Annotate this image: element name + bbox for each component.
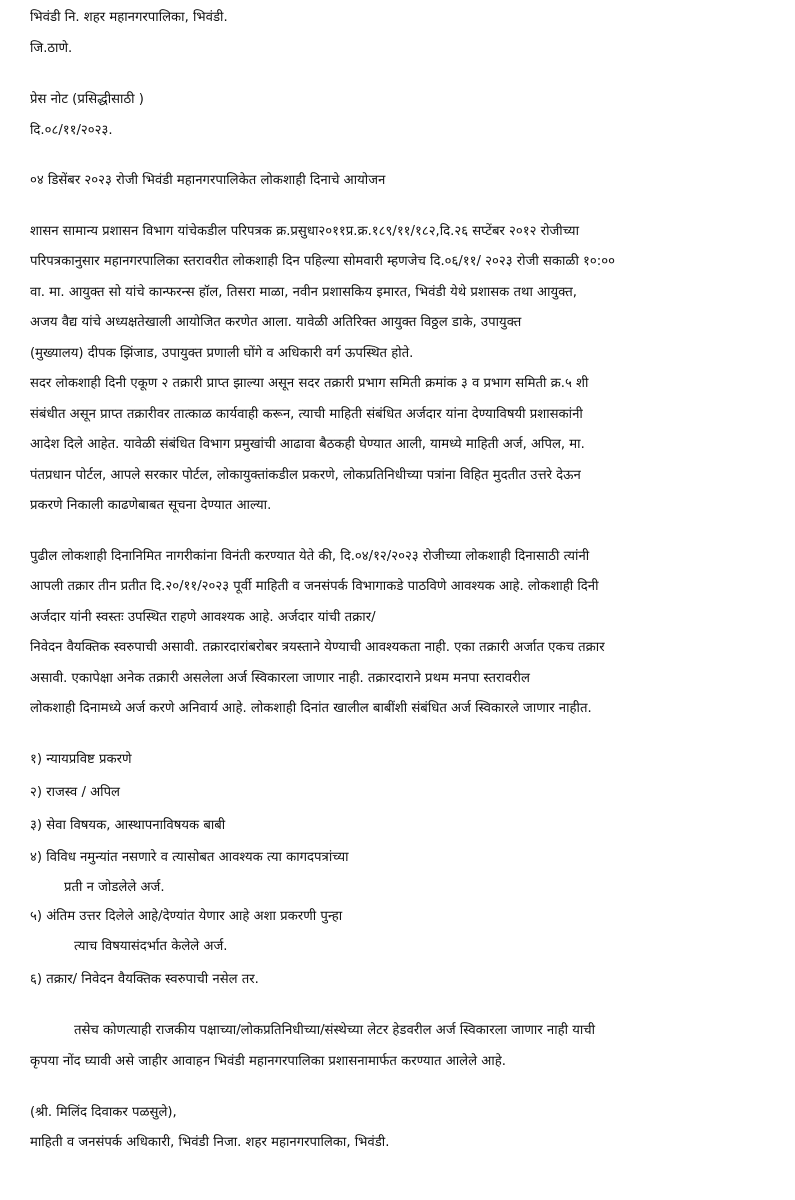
paragraph-line: शासन सामान्य प्रशासन विभाग यांचेकडील परिपत्रक क्र.प्रसुधा२०११प्र.क्र.१८९/११/१८२,दि.२६ सप्टेंबर २०१२ रोजीच्या	[30, 224, 579, 239]
paragraph-line: कृपया नोंद घ्यावी असे जाहीर आवाहन भिवंडी महानगरपालिका प्रशासनामार्फत करण्यात आलेले आहे.	[30, 1054, 506, 1069]
signatory-designation: माहिती व जनसंपर्क अधिकारी, भिवंडी निजा. शहर महानगरपालिका, भिवंडी.	[30, 1135, 390, 1150]
list-item: ३) सेवा विषयक, आस्थापनाविषयक बाबी	[30, 818, 226, 833]
district-line: जि.ठाणे.	[30, 41, 73, 56]
paragraph-line: अर्जदार यांनी स्वस्तः उपस्थित राहणे आवश्यक आहे. अर्जदार यांची तक्रार/	[30, 610, 376, 625]
paragraph-line: सदर लोकशाही दिनी एकूण २ तक्रारी प्राप्त झाल्या असून सदर तक्रारी प्रभाग समिती क्रमांक ३ व प्रभाग समिती क्र.५ शी	[30, 376, 589, 391]
paragraph-line: परिपत्रकानुसार महानगरपालिका स्तरावरीत लोकशाही दिन पहिल्या सोमवारी म्हणजेच दि.०६/११/ २०२३ रोजी सकाळी १०:००	[30, 254, 615, 269]
list-item: १) न्यायप्रविष्ट प्रकरणे	[30, 752, 132, 767]
paragraph-line: पंतप्रधान पोर्टल, आपले सरकार पोर्टल, लोकायुक्तांकडील प्रकरणे, लोकप्रतिनिधीच्या पत्रांना विहित मुदतीत उत्तरे देऊन	[30, 468, 581, 483]
paragraph-line: आपली तक्रार तीन प्रतीत दि.२०/११/२०२३ पूर्वी माहिती व जनसंपर्क विभागाकडे पाठविणे आवश्यक आहे. लोकशाही दिनी	[30, 579, 599, 594]
paragraph-line: अजय वैद्य यांचे अध्यक्षतेखाली आयोजित करणेत आला. यावेळी अतिरिक्त आयुक्त विठ्ठल डाके, उपायुक्त	[30, 315, 522, 330]
paragraph-line: प्रकरणे निकाली काढणेबाबत सूचना देण्यात आल्या.	[30, 498, 272, 513]
paragraph-line: निवेदन वैयक्तिक स्वरुपाची असावी. तक्रारदारांबरोबर त्रयस्ताने येण्याची आवश्यकता नाही. एका तक्रारी अर्जात एकच तक्रार	[30, 640, 605, 655]
paragraph-line: असावी. एकापेक्षा अनेक तक्रारी असलेला अर्ज स्विकारला जाणार नाही. तक्रारदाराने प्रथम मनपा स्तरावरील	[30, 671, 530, 686]
list-item: ४) विविध नमुन्यांत नसणारे व त्यासोबत आवश्यक त्या कागदपत्रांच्या	[30, 850, 349, 865]
note-type: प्रेस नोट (प्रसिद्धीसाठी )	[30, 92, 144, 107]
note-date: दि.०८/११/२०२३.	[30, 123, 113, 138]
paragraph-line: लोकशाही दिनामध्ये अर्ज करणे अनिवार्य आहे. लोकशाही दिनांत खालील बाबींशी संबंधित अर्ज स्विकारले जाणार नाहीत.	[30, 701, 592, 716]
paragraph-line: (मुख्यालय) दीपक झिंजाड, उपायुक्त प्रणाली घोंगे व अधिकारी वर्ग ऊपस्थित होते.	[30, 346, 414, 361]
signatory-name: (श्री. मिलिंद दिवाकर पळसुले),	[30, 1105, 177, 1120]
list-item: ५) अंतिम उत्तर दिलेले आहे/देण्यांत येणार आहे अशा प्रकरणी पुन्हा	[30, 909, 343, 924]
subject-line: ०४ डिसेंबर २०२३ रोजी भिवंडी महानगरपालिकेत लोकशाही दिनाचे आयोजन	[30, 173, 386, 188]
paragraph-line: संबंधीत असून प्राप्त तक्रारीवर तात्काळ कार्यवाही करून, त्याची माहिती संबंधित अर्जदार यांना देण्याविषयी प्रशासकांनी	[30, 407, 583, 422]
org-heading: भिवंडी नि. शहर महानगरपालिका, भिवंडी.	[30, 10, 228, 25]
paragraph-line: आदेश दिले आहेत. यावेळी संबंधित विभाग प्रमुखांची आढावा बैठकही घेण्यात आली, यामध्ये माहिती अर्ज, अपिल, मा.	[30, 437, 585, 452]
list-item-continuation: प्रती न जोडलेले अर्ज.	[64, 880, 165, 895]
list-item: २) राजस्व / अपिल	[30, 785, 120, 800]
list-item: ६) तक्रार/ निवेदन वैयक्तिक स्वरुपाची नसेल तर.	[30, 972, 259, 987]
list-item-continuation: त्याच विषयासंदर्भात केलेले अर्ज.	[74, 939, 228, 954]
paragraph-line: तसेच कोणत्याही राजकीय पक्षाच्या/लोकप्रतिनिधीच्या/संस्थेच्या लेटर हेडवरील अर्ज स्विकारला जाणार नाही याची	[74, 1023, 596, 1038]
paragraph-line: वा. मा. आयुक्त सो यांचे कान्फरन्स हॉल, तिसरा माळा, नवीन प्रशासकिय इमारत, भिवंडी येथे प्रशासक तथा आयुक्त,	[30, 285, 577, 300]
paragraph-line: पुढील लोकशाही दिनानिमित नागरीकांना विनंती करण्यात येते की, दि.०४/१२/२०२३ रोजीच्या लोकशाही दिनासाठी त्यांनी	[30, 549, 590, 564]
